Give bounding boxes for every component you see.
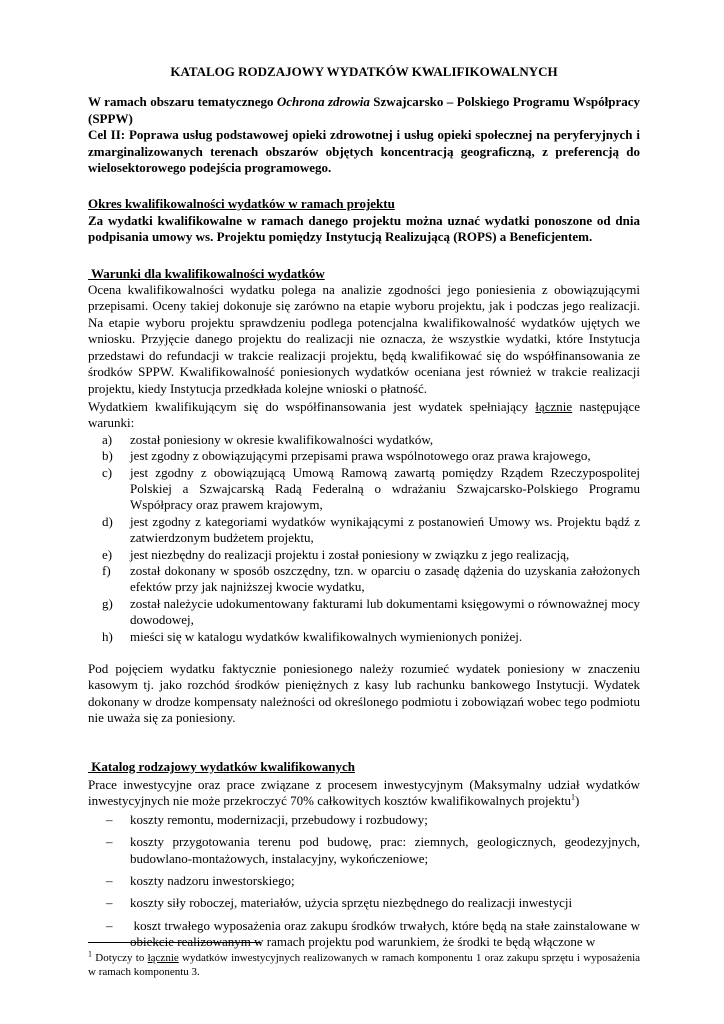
conditions-p2-text-b: następujące warunki:	[88, 398, 640, 431]
spacer	[88, 727, 640, 751]
list-marker: –	[106, 873, 113, 889]
list-item	[88, 547, 640, 563]
intro-program-text-b: Szwajcarsko – Polskiego Programu Współpracy (SPPW)	[88, 94, 640, 126]
list-marker: b)	[102, 448, 113, 464]
catalog-intro	[88, 777, 640, 810]
list-item	[88, 563, 640, 596]
conditions-paragraph-3: Pod pojęciem wydatku faktycznie poniesionego należy rozumieć wydatek poniesiony w znaczeniu kasowym tj. jako rozchód środków pieniężnych z kasy lub rachunku bankowego Instytucji. Wydatek dokonany w drodze kompensaty należności od określonego podmiotu i zobowiązań wobec tego podmiotu nie uważa się za poniesiony.	[88, 661, 640, 726]
list-marker: f)	[102, 562, 111, 578]
period-text: Za wydatki kwalifikowalne w ramach danego projektu można uznać wydatki ponoszone od dnia podpisania umowy ws. Projektu pomiędzy Instytucją Realizującą (ROPS) a Beneficjentem.	[88, 212, 640, 245]
catalog-heading: Katalog rodzajowy wydatków kwalifikowanych	[88, 758, 356, 774]
catalog-intro-text: Prace inwestycyjne oraz prace związane z procesem inwestycyjnym (Maksymalny udział wydatków inwestycyjnych nie może przekroczyć 70% całkowitych kosztów kwalifikowalnych projektu	[88, 777, 640, 809]
list-text: został dokonany w sposób oszczędny, tzn. w oparciu o zasadę dążenia do uzyskania założonych efektów przy jak najniższej kwocie wydatku,	[130, 562, 640, 595]
list-text: jest zgodny z obowiązującą Umową Ramową zawartą pomiędzy Rządem Rzeczypospolitej Polskiej a Szwajcarską Radą Federalną o wdrażaniu Szwajcarsko-Polskiego Programu Współpracy oraz prawem krajowym,	[130, 464, 640, 513]
list-marker: –	[106, 895, 113, 911]
conditions-heading: Warunki dla kwalifikowalności wydatków	[88, 265, 325, 281]
list-text: koszt trwałego wyposażenia oraz zakupu środków trwałych, które będą na stałe zainstalowane w obiekcie realizowanym w ramach projektu pod warunkiem, że środki te będą włączone w	[130, 917, 644, 950]
list-item	[88, 448, 640, 464]
list-text: koszty nadzoru inwestorskiego;	[130, 873, 295, 889]
list-marker: d)	[102, 513, 113, 529]
intro-program-paragraph	[88, 94, 640, 127]
footnote-text-b: wydatków inwestycyjnych realizowanych w ramach komponentu 1 oraz zakupu sprzętu i wyposażenia w ramach komponentu 3.	[88, 952, 641, 978]
list-item	[88, 895, 640, 911]
footnote-number: 1	[88, 949, 92, 959]
catalog-intro-end: )	[575, 793, 580, 809]
list-text: koszty remontu, modernizacji, przebudowy i rozbudowy;	[130, 811, 428, 827]
spacer	[88, 176, 640, 188]
list-item	[88, 834, 640, 867]
list-item	[88, 629, 640, 645]
document-page	[88, 64, 644, 957]
list-item	[88, 873, 640, 889]
catalog-list	[88, 811, 644, 951]
list-text: koszty siły roboczej, materiałów, użycia sprzętu niezbędnego do realizacji inwestycji	[130, 895, 573, 911]
period-heading: Okres kwalifikowalności wydatków w ramach projektu	[88, 196, 395, 212]
list-item	[88, 596, 640, 629]
intro-program-text-a: W ramach obszaru tematycznego	[88, 94, 277, 110]
list-text: koszty przygotowania terenu pod budowę, prac: ziemnych, geologicznych, geodezyjnych, budowlano-montażowych, instalacyjny, wykończeniowe;	[130, 834, 640, 866]
list-item	[88, 917, 644, 951]
list-item	[88, 432, 640, 448]
intro-goal-paragraph: Cel II: Poprawa usług podstawowej opieki zdrowotnej i usług opieki społecznej na peryferyjnych i zmarginalizowanych terenach obszarów objętych koncentracją geograficzną, z preferencją do wielosektorowego podejścia programowego.	[88, 127, 640, 176]
list-text: jest zgodny z kategoriami wydatków wynikającymi z postanowień Umowy ws. Projektu bądź z zatwierdzonym budżetem projektu,	[130, 513, 640, 546]
list-item	[88, 514, 640, 547]
conditions-paragraph-2	[88, 399, 640, 432]
list-text: mieści się w katalogu wydatków kwalifikowalnych wymienionych poniżej.	[130, 628, 523, 644]
list-item	[88, 465, 640, 514]
footnote-text-a: Dotyczy to	[92, 952, 148, 964]
list-marker: e)	[102, 546, 113, 562]
list-marker: –	[106, 834, 113, 850]
list-text: jest zgodny z obowiązującymi przepisami prawa wspólnotowego oraz prawa krajowego,	[130, 448, 591, 464]
list-text: jest niezbędny do realizacji projektu i został poniesiony w związku z jego realizacją,	[130, 546, 570, 562]
footnote-underlined: łącznie	[147, 952, 179, 964]
list-marker: c)	[102, 464, 113, 480]
document-title: KATALOG RODZAJOWY WYDATKÓW KWALIFIKOWALNYCH	[170, 64, 558, 79]
list-text: został poniesiony w okresie kwalifikowalności wydatków,	[130, 431, 434, 447]
list-item	[88, 812, 640, 828]
conditions-paragraph-1: Ocena kwalifikowalności wydatku polega na analizie zgodności jego poniesienia z obowiązującymi przepisami. Oceny takiej dokonuje się zarówno na etapie wyboru projektu, jak i podczas jego realizacji. Na etapie wyboru projektu sprawdzeniu podlega potencjalna kwalifikowalność wydatków ujętych we wniosku. Przyjęcie danego projektu do realizacji nie oznacza, że wszystkie wydatki, które Instytucja przedstawi do refundacji w trakcie realizacji projektu, będą kwalifikować się do współfinansowania ze środków SPPW. Kwalifikowalność poniesionych wydatków oceniana jest również w trakcie realizacji projektu, kiedy Instytucja przedkłada kolejne wnioski o płatność.	[88, 282, 640, 396]
footnote-separator	[88, 942, 261, 943]
list-marker: h)	[102, 628, 113, 644]
list-marker: –	[106, 811, 113, 827]
list-marker: g)	[102, 595, 113, 611]
list-text: został należycie udokumentowany fakturami lub dokumentami księgowymi o równoważnej mocy dowodowej,	[130, 595, 640, 628]
conditions-p2-underlined: łącznie	[535, 398, 573, 414]
footnote-ref[interactable]: 1	[571, 793, 576, 803]
list-marker: a)	[102, 431, 113, 447]
list-marker: –	[106, 917, 113, 933]
conditions-p2-text-a: Wydatkiem kwalifikującym się do współfinansowania jest wydatek spełniający	[88, 398, 536, 414]
footnote	[88, 951, 640, 979]
conditions-list	[88, 432, 640, 645]
intro-program-italic: Ochrona zdrowia	[276, 94, 370, 110]
